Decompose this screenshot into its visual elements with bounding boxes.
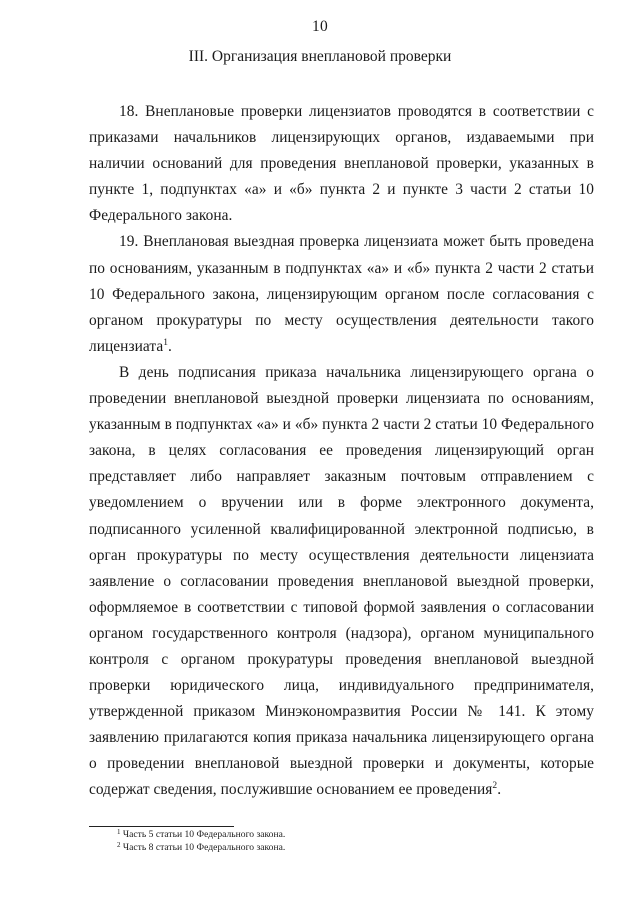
footnote-mark: 2 xyxy=(117,840,121,849)
body-text xyxy=(89,99,594,804)
paragraph-18 xyxy=(89,99,594,229)
paragraph-19 xyxy=(89,229,594,359)
footnote-1 xyxy=(117,829,285,842)
footnotes xyxy=(117,829,285,854)
section-title: III. Организация внеплановой проверки xyxy=(188,48,452,65)
footnote-text: Часть 5 статьи 10 Федерального закона. xyxy=(122,829,286,840)
page-number: 10 xyxy=(312,18,328,35)
paragraph-tail: . xyxy=(168,337,172,355)
footnote-mark: 1 xyxy=(117,828,121,836)
paragraph-text: 19. Внеплановая выездная проверка лицензиата может быть проведена по основаниям, указанным в подпунктах «а» и «б» пункта 2 части 2 статьи 10 Федерального закона, лицензирующим органом после согласования с органом прокуратуры по месту осуществления деятельности такого лицензиата xyxy=(89,233,594,355)
paragraph-text: 18. Внеплановые проверки лицензиатов проводятся в соответствии с приказами начальников лицензирующих органов, издаваемыми при наличии оснований для проведения внеплановой проверки, указанных в пункте 1, подпунктах «а» и «б» пункта 2 и пункте 3 части 2 статьи 10 Федерального закона. xyxy=(89,103,594,225)
footnote-2 xyxy=(117,842,285,855)
footnote-ref-1[interactable]: 1 xyxy=(163,337,169,348)
footnote-ref-2[interactable]: 2 xyxy=(492,781,498,792)
paragraph-tail: . xyxy=(497,781,502,799)
paragraph-text: В день подписания приказа начальника лицензирующего органа о проведении внеплановой выездной проверки лицензиата по основаниям, указанным в подпунктах «а» и «б» пункта 2 части 2 статьи 10 Федерального закона, в целях согласования ее проведения лицензирующий орган представляет либо направляет заказным почтовым отправлением с уведомлением о вручении или в форме электронного документа, подписанного усиленной квалифицированной электронной подписью, в орган прокуратуры по месту осуществления деятельности лицензиата заявление о согласовании проведения внеплановой выездной проверки, оформляемое в соответствии с типовой формой заявления о согласовании органом государственного контроля (надзора), органом муниципального контроля с органом прокуратуры проведения внеплановой выездной проверки юридического лица, индивидуального предпринимателя, утвержденной приказом Минэкономразвития России № 141. К этому заявлению прилагаются копия приказа начальника лицензирующего органа о проведении внеплановой выездной проверки и документы, которые содержат сведения, послужившие основанием ее проведения xyxy=(89,363,595,799)
paragraph-approval xyxy=(89,360,594,804)
footnote-text: Часть 8 статьи 10 Федерального закона. xyxy=(122,841,286,853)
footnote-separator xyxy=(89,826,234,827)
